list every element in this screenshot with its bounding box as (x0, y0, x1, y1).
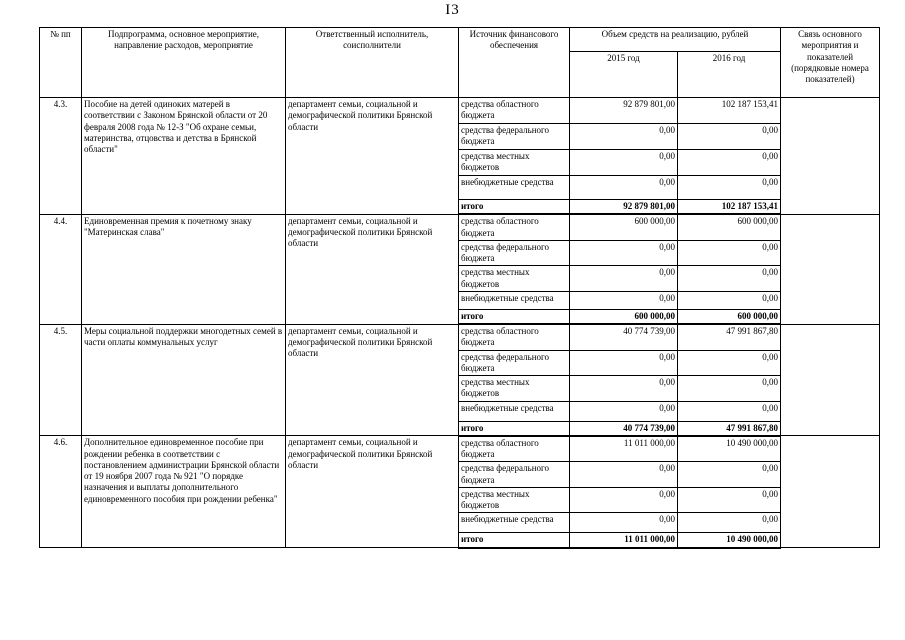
amount-2015: 0,00 (570, 124, 678, 150)
item-name: Дополнительное единовременное пособие при рождении ребенка в соответствии с постановлением администрации Брянской области от 19 ноября 2007 года № 921 "О порядке назначения и выплаты дополнительного единовременного пособия при рождении ребенка" (82, 436, 286, 548)
total-2015: 92 879 801,00 (570, 200, 678, 215)
table-row (40, 324, 880, 350)
amount-2015: 0,00 (570, 487, 678, 513)
item-number: 4.3. (40, 98, 82, 215)
funding-source: средства областного бюджета (459, 98, 570, 124)
total-2016: 47 991 867,80 (678, 421, 781, 436)
amount-2015: 0,00 (570, 291, 678, 309)
header-subprogram: Подпрограмма, основное мероприятие, направление расходов, мероприятие (82, 28, 286, 98)
amount-2016: 0,00 (678, 487, 781, 513)
indicator-link (781, 436, 880, 548)
total-2016: 10 490 000,00 (678, 533, 781, 548)
amount-2016: 600 000,00 (678, 214, 781, 240)
amount-2016: 0,00 (678, 350, 781, 376)
amount-2016: 102 187 153,41 (678, 98, 781, 124)
amount-2016: 0,00 (678, 376, 781, 402)
amount-2015: 0,00 (570, 350, 678, 376)
amount-2016: 0,00 (678, 513, 781, 533)
header-no: № пп (40, 28, 82, 98)
table-row (40, 98, 880, 124)
item-name: Меры социальной поддержки многодетных семей в части оплаты коммунальных услуг (82, 324, 286, 436)
amount-2015: 11 011 000,00 (570, 436, 678, 462)
amount-2015: 40 774 739,00 (570, 324, 678, 350)
funding-source: средства областного бюджета (459, 324, 570, 350)
indicator-link (781, 98, 880, 215)
funding-source: внебюджетные средства (459, 401, 570, 421)
funding-source: средства областного бюджета (459, 214, 570, 240)
total-2015: 40 774 739,00 (570, 421, 678, 436)
page-number: I3 (445, 2, 460, 18)
amount-2016: 0,00 (678, 291, 781, 309)
amount-2015: 600 000,00 (570, 214, 678, 240)
amount-2015: 0,00 (570, 376, 678, 402)
amount-2015: 0,00 (570, 513, 678, 533)
funding-source: внебюджетные средства (459, 176, 570, 200)
amount-2015: 0,00 (570, 266, 678, 292)
amount-2016: 47 991 867,80 (678, 324, 781, 350)
funding-source: средства областного бюджета (459, 436, 570, 462)
amount-2015: 92 879 801,00 (570, 98, 678, 124)
total-2016: 102 187 153,41 (678, 200, 781, 215)
header-year-2015: 2015 год (570, 52, 678, 98)
item-executor: департамент семьи, социальной и демографической политики Брянской области (286, 324, 459, 436)
item-executor: департамент семьи, социальной и демографической политики Брянской области (286, 98, 459, 215)
amount-2016: 0,00 (678, 124, 781, 150)
amount-2016: 0,00 (678, 176, 781, 200)
funding-source: средства местных бюджетов (459, 376, 570, 402)
amount-2015: 0,00 (570, 176, 678, 200)
item-number: 4.5. (40, 324, 82, 436)
header-executor: Ответственный исполнитель, соисполнители (286, 28, 459, 98)
item-executor: департамент семьи, социальной и демографической политики Брянской области (286, 214, 459, 324)
item-executor: департамент семьи, социальной и демографической политики Брянской области (286, 436, 459, 548)
amount-2015: 0,00 (570, 150, 678, 176)
indicator-link (781, 214, 880, 324)
item-name: Пособие на детей одиноких матерей в соответствии с Законом Брянской области от 20 февраля 2008 года № 12-З "Об охране семьи, материнства, отцовства и детства в Брянской области" (82, 98, 286, 215)
header-link: Связь основного мероприятия и показателей (порядковые номера показателей) (781, 28, 880, 98)
table-row (40, 214, 880, 240)
header-source: Источник финансового обеспечения (459, 28, 570, 98)
funding-table (39, 27, 880, 549)
amount-2016: 0,00 (678, 150, 781, 176)
total-label: итого (459, 200, 570, 215)
total-2015: 600 000,00 (570, 309, 678, 324)
total-label: итого (459, 309, 570, 324)
amount-2015: 0,00 (570, 401, 678, 421)
indicator-link (781, 324, 880, 436)
funding-source: средства федерального бюджета (459, 124, 570, 150)
funding-source: внебюджетные средства (459, 513, 570, 533)
funding-source: средства местных бюджетов (459, 150, 570, 176)
amount-2015: 0,00 (570, 462, 678, 488)
amount-2015: 0,00 (570, 240, 678, 266)
total-2016: 600 000,00 (678, 309, 781, 324)
item-name: Единовременная премия к почетному знаку "Материнская слава" (82, 214, 286, 324)
funding-source: средства федерального бюджета (459, 350, 570, 376)
amount-2016: 10 490 000,00 (678, 436, 781, 462)
funding-source: средства местных бюджетов (459, 266, 570, 292)
amount-2016: 0,00 (678, 401, 781, 421)
item-number: 4.6. (40, 436, 82, 548)
funding-source: средства местных бюджетов (459, 487, 570, 513)
total-label: итого (459, 421, 570, 436)
funding-source: внебюджетные средства (459, 291, 570, 309)
amount-2016: 0,00 (678, 266, 781, 292)
item-number: 4.4. (40, 214, 82, 324)
header-amount: Объем средств на реализацию, рублей (570, 28, 781, 52)
table-body (40, 98, 880, 548)
amount-2016: 0,00 (678, 462, 781, 488)
amount-2016: 0,00 (678, 240, 781, 266)
total-label: итого (459, 533, 570, 548)
table-row (40, 436, 880, 462)
funding-source: средства федерального бюджета (459, 462, 570, 488)
total-2015: 11 011 000,00 (570, 533, 678, 548)
funding-source: средства федерального бюджета (459, 240, 570, 266)
header-year-2016: 2016 год (678, 52, 781, 98)
